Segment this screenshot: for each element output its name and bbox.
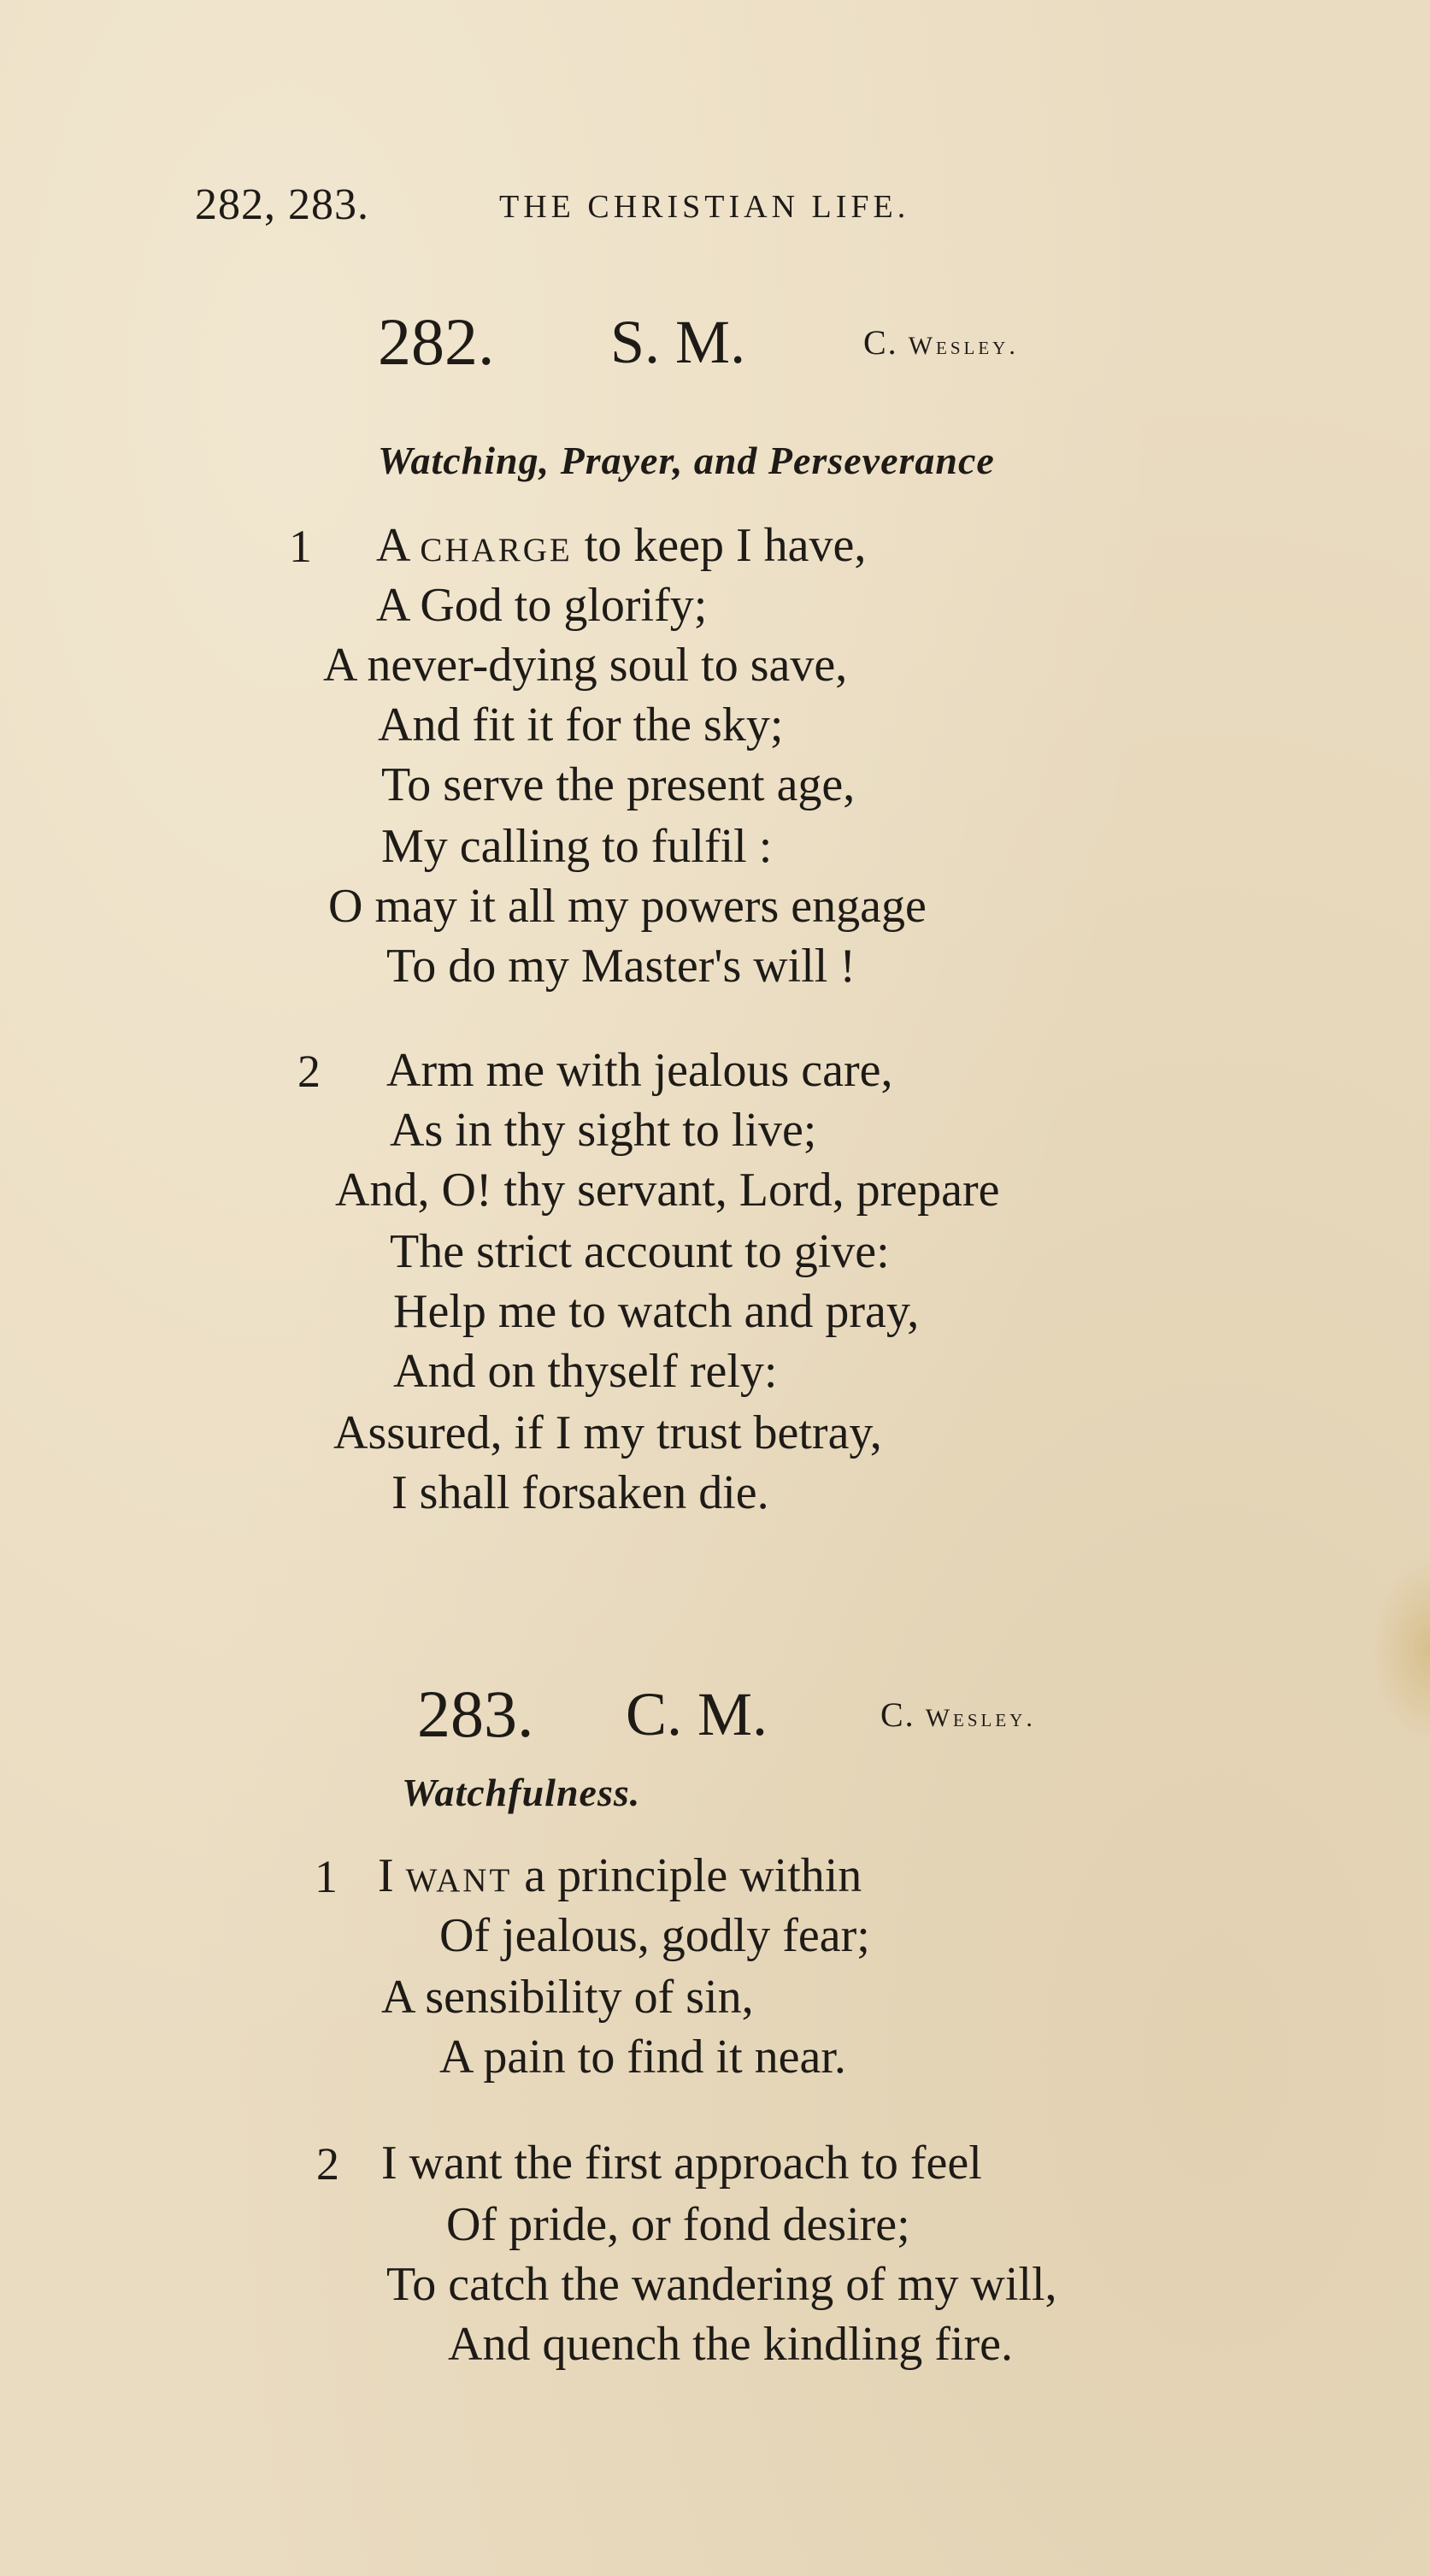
first-smallcaps: want: [405, 1849, 513, 1902]
hymn-line: A sensibility of sin,: [381, 1971, 754, 2024]
hymn-line: My calling to fulfil :: [381, 820, 773, 873]
hymn-author: [863, 322, 1019, 363]
verse-number: 1: [289, 521, 312, 572]
stanza-first-line: [378, 1849, 862, 1902]
first-smallcaps: charge: [420, 519, 573, 572]
page-numbers: 282, 283.: [195, 180, 369, 229]
first-rest: to keep I have,: [572, 519, 867, 572]
hymn-author: [880, 1695, 1036, 1735]
hymn-line: Assured, if I my trust betray,: [333, 1406, 882, 1459]
running-title: THE CHRISTIAN LIFE.: [499, 189, 910, 225]
hymn-line: As in thy sight to live;: [390, 1104, 817, 1157]
hymn-line: A pain to find it near.: [439, 2031, 846, 2084]
hymn-line: I want the first approach to feel: [381, 2137, 982, 2190]
hymn-line: To do my Master's will !: [386, 940, 856, 993]
hymn-line: Of pride, or fond desire;: [446, 2198, 910, 2251]
verse-number: 2: [316, 2138, 339, 2190]
author-name: Wesley.: [908, 332, 1019, 360]
first-word: A: [376, 519, 409, 572]
hymn-line: And fit it for the sky;: [378, 699, 784, 752]
author-initial: C.: [863, 323, 898, 362]
hymn-number: 282.: [378, 304, 495, 379]
hymn-line: And quench the kindling fire.: [448, 2318, 1013, 2371]
hymn-line: Arm me with jealous care,: [386, 1044, 893, 1097]
hymn-meter: S. M.: [610, 308, 746, 376]
stanza-first-line: [376, 519, 867, 572]
hymn-number: 283.: [417, 1677, 534, 1751]
hymn-line: And, O! thy servant, Lord, prepare: [335, 1164, 1000, 1217]
verse-number: 2: [297, 1046, 321, 1097]
hymn-header-282: [0, 304, 1430, 379]
hymn-line: And on thyself rely:: [393, 1345, 778, 1398]
author-initial: C.: [880, 1695, 915, 1734]
hymn-line: A God to glorify;: [376, 579, 708, 632]
hymn-subject: Watchfulness.: [402, 1771, 641, 1814]
first-word: I: [378, 1849, 394, 1902]
running-header: [0, 180, 1430, 239]
hymn-line: Help me to watch and pray,: [393, 1285, 920, 1338]
author-name: Wesley.: [925, 1704, 1036, 1732]
hymn-line: Of jealous, godly fear;: [439, 1909, 870, 1962]
hymn-line: I shall forsaken die.: [391, 1466, 769, 1519]
verse-number: 1: [315, 1851, 338, 1902]
hymn-line: A never-dying soul to save,: [323, 639, 848, 692]
hymn-header-283: [0, 1676, 1430, 1751]
hymn-line: To serve the present age,: [381, 758, 856, 811]
hymn-line: To catch the wandering of my will,: [386, 2258, 1057, 2311]
hymn-subject: Watching, Prayer, and Perseverance: [378, 439, 995, 482]
hymn-meter: C. M.: [626, 1680, 768, 1748]
hymn-line: The strict account to give:: [390, 1225, 890, 1278]
first-rest: a principle within: [512, 1849, 862, 1902]
hymn-line: O may it all my powers engage: [328, 880, 927, 933]
